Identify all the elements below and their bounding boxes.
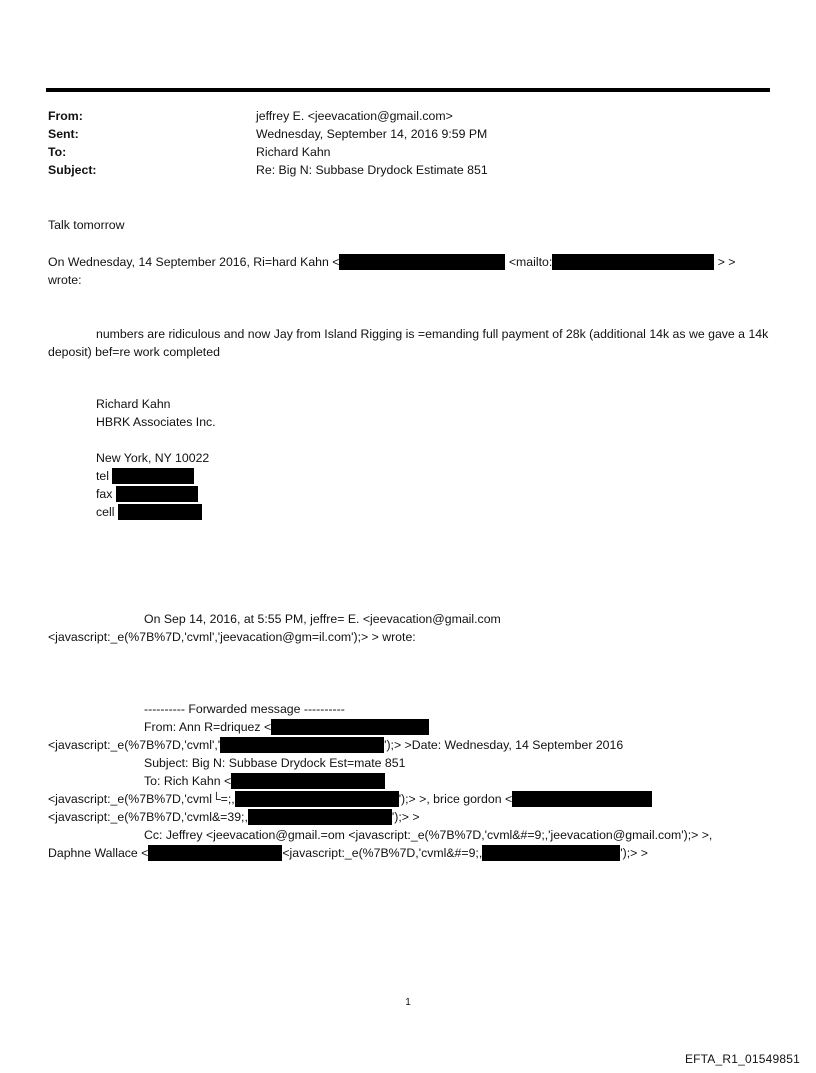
redaction xyxy=(271,719,429,735)
redaction xyxy=(235,791,399,807)
to-value: Richard Kahn xyxy=(256,145,331,159)
forwarded-to xyxy=(144,772,385,790)
signature-fax-label: fax xyxy=(96,487,113,501)
from-value: jeffrey E. <jeevacation@gmail.com> xyxy=(256,109,453,123)
js-link-1b: ');> >Date: Wednesday, 14 September 2016 xyxy=(384,738,624,752)
redaction xyxy=(220,737,384,753)
earlier-quote-intro: On Sep 14, 2016, at 5:55 PM, jeffre= E. <jeevacation@gmail.com xyxy=(144,612,501,626)
quote-intro-a: On Wednesday, 14 September 2016, Ri=hard Kahn < xyxy=(48,255,340,269)
quote-intro-wrote: wrote: xyxy=(48,273,82,287)
js-link-2b: ');> >, brice gordon < xyxy=(398,792,513,806)
page-number: 1 xyxy=(405,997,411,1008)
redaction xyxy=(112,468,194,484)
redaction xyxy=(116,486,198,502)
forwarded-date-line xyxy=(48,736,623,754)
forwarded-cc-line-2 xyxy=(48,844,648,862)
email-header xyxy=(48,107,748,179)
to-row xyxy=(48,143,748,161)
redaction xyxy=(512,791,652,807)
redaction xyxy=(339,254,505,270)
signature-address: New York, NY 10022 xyxy=(96,451,210,465)
quote-intro-line xyxy=(48,253,735,271)
js-link-1a: <javascript:_e(%7B%7D,'cvml',' xyxy=(48,738,221,752)
forwarded-marker: ---------- Forwarded message ---------- xyxy=(144,702,345,716)
signature-fax xyxy=(96,485,198,503)
forwarded-to-line-2 xyxy=(48,790,652,808)
earlier-quote-wrote: <javascript:_e(%7B%7D,'cvml','jeevacation@gm=il.com');> > wrote: xyxy=(48,630,416,644)
forwarded-to-line-3 xyxy=(48,808,420,826)
signature-name: Richard Kahn xyxy=(96,397,171,411)
js-link-2a: <javascript:_e(%7B%7D,'cvml└=;, xyxy=(48,792,235,806)
signature-tel xyxy=(96,467,194,485)
forwarded-from xyxy=(144,718,429,736)
daphne-text-b: <javascript:_e(%7B%7D,'cvml&#=9;, xyxy=(282,846,483,860)
signature-tel-label: tel xyxy=(96,469,109,483)
redaction xyxy=(148,845,282,861)
from-row xyxy=(48,107,748,125)
from-label: From: xyxy=(48,109,83,123)
quote-intro-c: > > xyxy=(717,255,736,269)
forwarded-cc: Cc: Jeffrey <jeevacation@gmail.=om <javascript:_e(%7B%7D,'cvml&#=9;,'jeevacation@gmail.com');> >, xyxy=(144,828,713,842)
quote-intro-b: <mailto: xyxy=(508,255,553,269)
quoted-paragraph: numbers are ridiculous and now Jay from Island Rigging is =emanding full payment of 28k (additional 14k as we gave a 14k deposit) bef=re work completed xyxy=(48,327,769,359)
redaction xyxy=(118,504,202,520)
redaction xyxy=(248,809,392,825)
signature-company: HBRK Associates Inc. xyxy=(96,415,216,429)
daphne-text-a: Daphne Wallace < xyxy=(48,846,149,860)
reply-text: Talk tomorrow xyxy=(48,218,125,232)
sent-label: Sent: xyxy=(48,127,79,141)
redaction xyxy=(482,845,620,861)
js-link-3a: <javascript:_e(%7B%7D,'cvml&=39;, xyxy=(48,810,248,824)
forwarded-to-text: To: Rich Kahn < xyxy=(144,774,232,788)
sent-row xyxy=(48,125,748,143)
signature-cell-label: cell xyxy=(96,505,115,519)
forwarded-subject: Subject: Big N: Subbase Drydock Est=mate 851 xyxy=(144,756,406,770)
forwarded-from-text: From: Ann R=driquez < xyxy=(144,720,272,734)
subject-value: Re: Big N: Subbase Drydock Estimate 851 xyxy=(256,163,488,177)
signature-cell xyxy=(96,503,202,521)
bates-number: EFTA_R1_01549851 xyxy=(684,1052,800,1066)
header-rule xyxy=(46,88,770,92)
sent-value: Wednesday, September 14, 2016 9:59 PM xyxy=(256,127,488,141)
js-link-3b: ');> > xyxy=(391,810,420,824)
to-label: To: xyxy=(48,145,67,159)
redaction xyxy=(552,254,714,270)
subject-label: Subject: xyxy=(48,163,97,177)
subject-row xyxy=(48,161,748,179)
daphne-text-c: ');> > xyxy=(620,846,648,860)
redaction xyxy=(231,773,385,789)
